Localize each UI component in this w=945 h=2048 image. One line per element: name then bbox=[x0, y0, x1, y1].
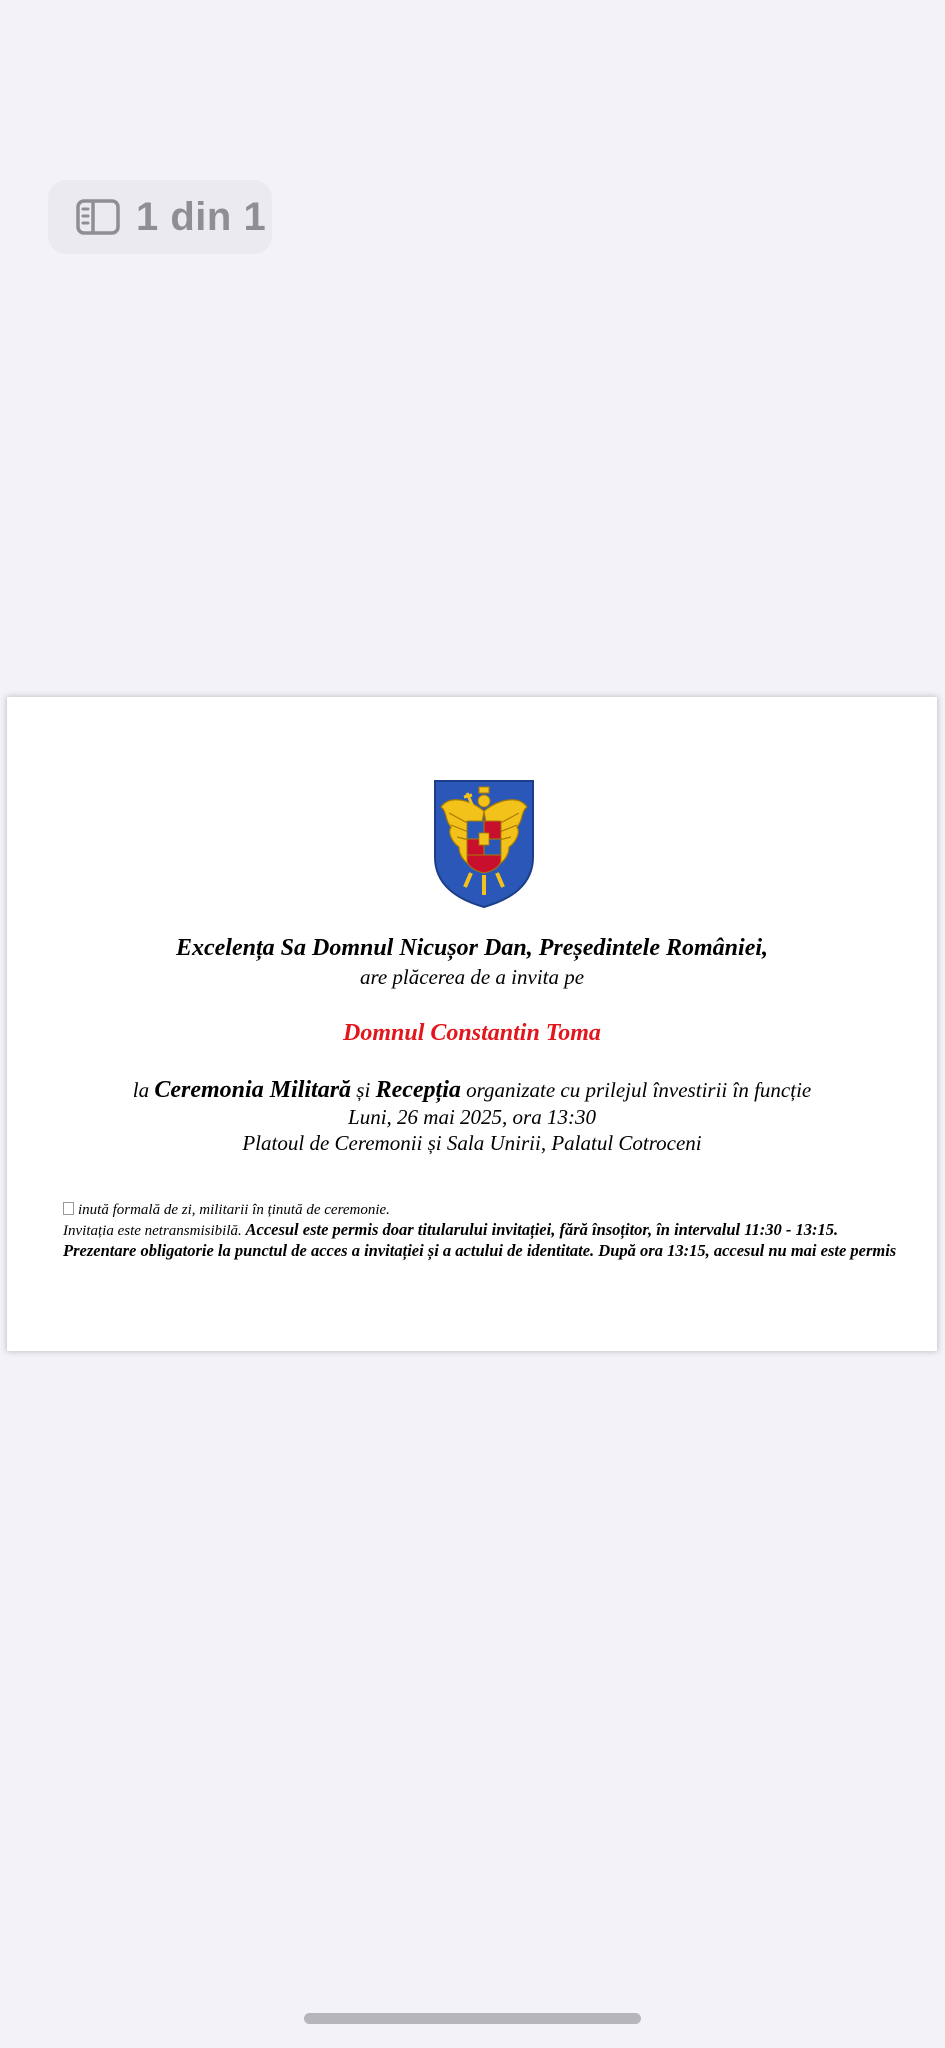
access-notes: Accesul este permis doar titularului invitației, fără însoțitor, în intervalul 11:30 - 13:15. Prezentare obligatorie la punctul de acces a invitației și a actului de identitate. După ora 13:15, accesul nu mai este permis bbox=[63, 1220, 897, 1260]
dress-code-line bbox=[63, 1200, 903, 1220]
host-line: Excelența Sa Domnul Nicușor Dan, Președintele României, bbox=[175, 935, 769, 961]
document-page[interactable] bbox=[7, 697, 937, 1351]
page-indicator[interactable] bbox=[48, 180, 272, 254]
event-connector: și bbox=[356, 1078, 371, 1102]
event-ceremony: Ceremonia Militară bbox=[154, 1077, 352, 1103]
guest-name: Domnul Constantin Toma bbox=[343, 1020, 601, 1046]
venue-line: Platoul de Ceremonii și Sala Unirii, Palatul Cotroceni bbox=[242, 1131, 702, 1155]
event-prefix: la bbox=[132, 1078, 150, 1102]
sidebar-icon bbox=[76, 199, 120, 235]
event-reception: Recepția bbox=[375, 1077, 461, 1103]
dress-code-text: inută formală de zi, militarii în ținută de ceremonie. bbox=[78, 1202, 390, 1218]
home-indicator[interactable] bbox=[304, 2013, 641, 2024]
notes-block bbox=[63, 1200, 903, 1262]
page-count-label: 1 din 1 bbox=[136, 194, 267, 239]
coat-of-arms-icon bbox=[431, 777, 537, 909]
date-line: Luni, 26 mai 2025, ora 13:30 bbox=[348, 1105, 596, 1129]
event-suffix: organizate cu prilejul învestirii în funcție bbox=[466, 1078, 812, 1102]
invite-line: are plăcerea de a invita pe bbox=[359, 965, 585, 989]
event-line bbox=[7, 1077, 937, 1104]
missing-glyph-box bbox=[63, 1202, 74, 1215]
notes-intro: Invitația este netransmisibilă. bbox=[63, 1223, 242, 1239]
